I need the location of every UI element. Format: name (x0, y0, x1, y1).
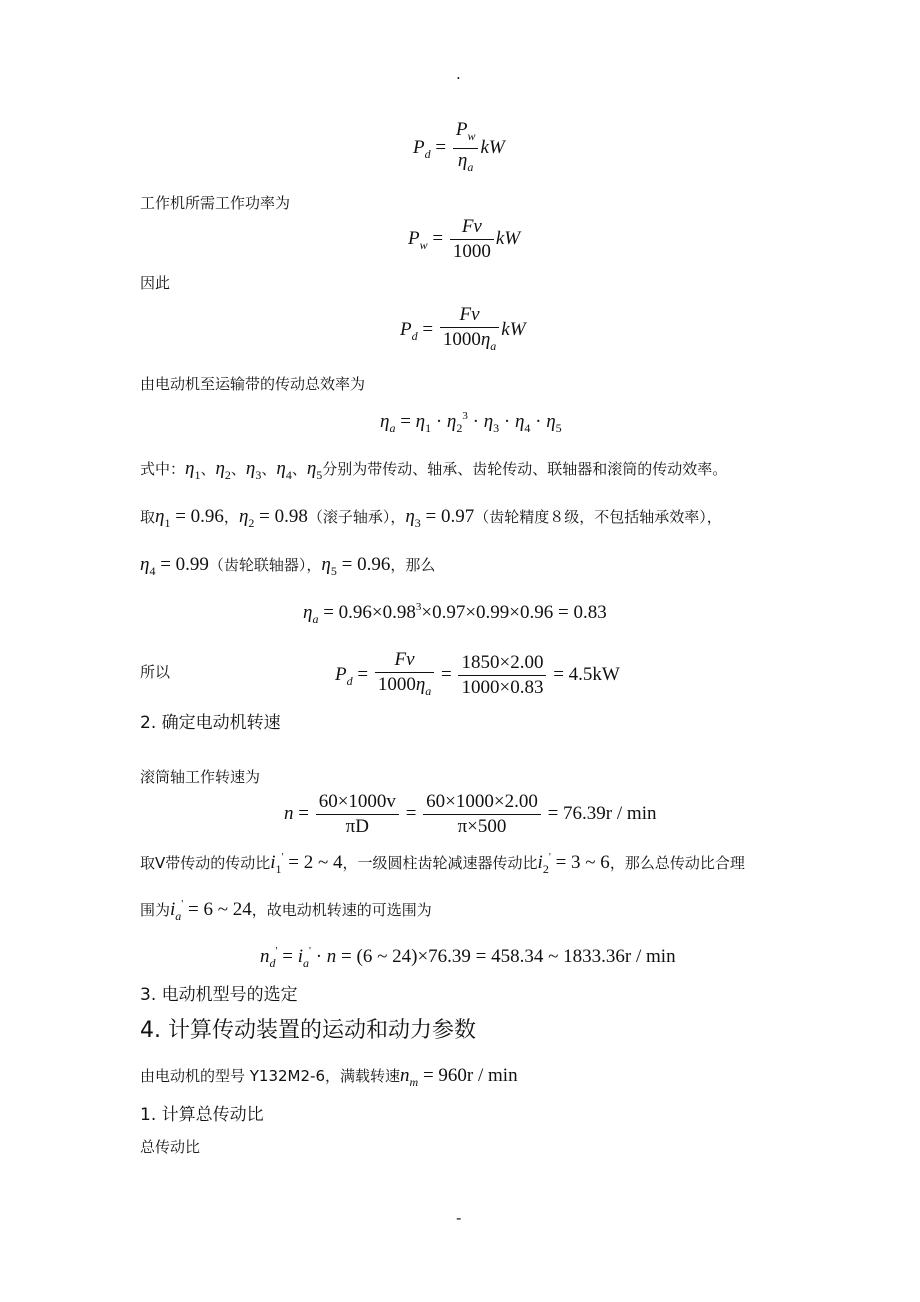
formula-eta-product: $\eta_a = \eta_1 \cdot \eta_2^3 \cdot \eta_3 \cdot \eta_4 \cdot \eta_5$ (380, 410, 562, 435)
section-heading-motor-model: 3. 电动机型号的选定 (140, 985, 298, 1005)
text-total-ratio: 总传动比 (140, 1138, 201, 1156)
text-motor-model-line: 由电动机的型号 Y132M2-6，满载转速$n_m = 960r / \min$ (140, 1065, 518, 1089)
formula-pw: $P_w$ = $\frac{Fv}{1000}$ kW (408, 216, 521, 262)
text-total-efficiency: 由电动机至运输带的传动总效率为 (140, 375, 366, 393)
footer-mark: - (456, 1209, 462, 1227)
section-heading-motor-speed: 2. 确定电动机转速 (140, 713, 281, 733)
text-so: 所以 (140, 663, 171, 681)
section-heading-total-ratio: 1. 计算总传动比 (140, 1105, 264, 1125)
formula-eta-numeric: $\eta_a = 0.96\times 0.98^3\times 0.97\times 0.99\times 0.96 = 0.83$ (303, 601, 607, 626)
section-heading-parameters: 4. 计算传动装置的运动和动力参数 (140, 1018, 476, 1043)
text-range-line: 围为$i_a' = 6$ ~ 24，故电动机转速的可选围为 (140, 898, 432, 923)
eta4-value: 0.99 (175, 554, 209, 575)
eta5-value: 0.96 (357, 554, 391, 575)
formula-motor-speed-range: $n_d' = i_a' \cdot n = (6$ ~ 24)×76.39 = 458.34 ~ 1833.36r / min (260, 945, 676, 970)
text-where-line: 式中：$\eta_1$、$\eta_2$、$\eta_3$、$\eta_4$、$\eta_5$分别为带传动、轴承、齿轮传动、联轴器和滚筒的传动效率。 (140, 458, 728, 482)
header-mark: . (456, 65, 461, 83)
formula-pd-numeric: $P_d$ = $\frac{Fv}{1000\eta_a}$ = $\frac{1850\times 2.00}{1000\times 0.83}$ = 4.5kW (335, 649, 620, 698)
text-therefore: 因此 (140, 274, 171, 292)
text-eta4-line: $\eta_4 = 0.99$（齿轮联轴器），$\eta_5 = 0.96$，那么 (140, 554, 436, 578)
text-work-power: 工作机所需工作功率为 (140, 194, 291, 212)
eta3-value: 0.97 (441, 506, 475, 527)
eta1-value: 0.96 (190, 506, 224, 527)
formula-pd-definition: $P_d$ = $\frac{P_w}{\eta_a}$ kW (413, 119, 505, 174)
text-drum-speed: 滚筒轴工作转速为 (140, 768, 261, 786)
formula-drum-speed: n = $\frac{60\times 1000v}{\pi D}$ = $\frac{60\times 1000\times 2.00}{\pi\times 500}$ = 76.39r / min (284, 791, 657, 837)
text-ratio-line: 取V带传动的传动比$i_1' = 2$ ~ 4，一级圆柱齿轮减速器传动比$i_2' = 3$ ~ 6，那么总传动比合理 (140, 851, 745, 876)
eta2-value: 0.98 (274, 506, 308, 527)
text-take-values-line: 取$\eta_1 = 0.96$，$\eta_2 = 0.98$（滚子轴承），$\eta_3 = 0.97$（齿轮精度８级，不包括轴承效率）， (140, 506, 722, 530)
formula-pd-fv: $P_d$ = $\frac{Fv}{1000\eta_a}$ kW (400, 304, 526, 353)
